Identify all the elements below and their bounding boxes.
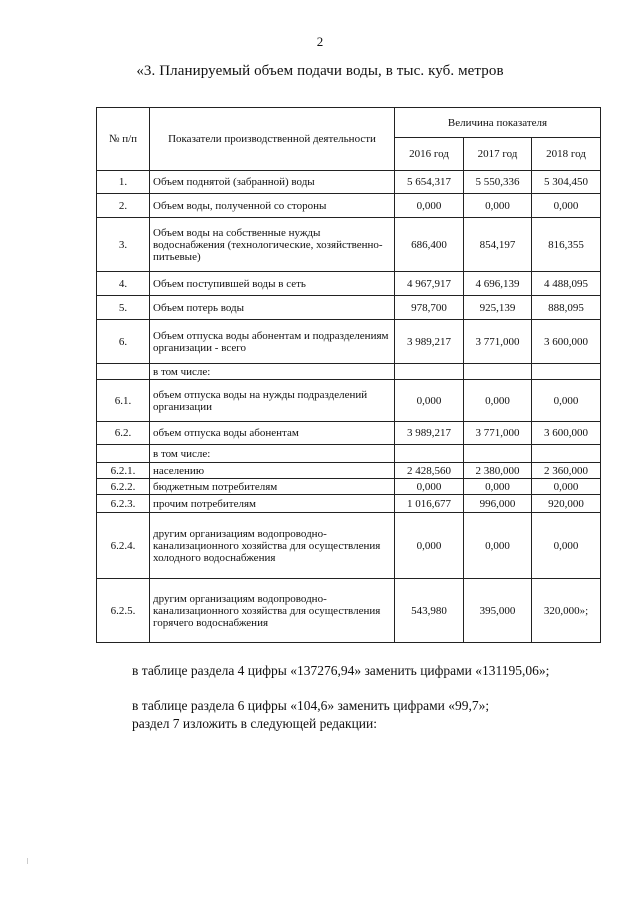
row-num: 6.	[97, 320, 150, 364]
row-value-2016: 543,980	[395, 579, 464, 643]
section-title: «3. Планируемый объем подачи воды, в тыс. куб. метров	[136, 63, 504, 79]
row-value-2017: 0,000	[464, 513, 532, 579]
header-num: № п/п	[97, 108, 150, 171]
row-num: 6.2.	[97, 422, 150, 445]
row-value-2016: 1 016,677	[395, 495, 464, 513]
row-value-2016: 4 967,917	[395, 272, 464, 296]
row-value-2018: 4 488,095	[532, 272, 601, 296]
table-row	[97, 272, 601, 296]
paragraph-table-6: в таблице раздела 6 цифры «104,6» заменить цифрами «99,7»;	[132, 698, 490, 713]
row-value-2016: 5 654,317	[395, 171, 464, 194]
row-value-2016	[395, 364, 464, 380]
row-value-2016	[395, 445, 464, 463]
row-num: 6.2.5.	[97, 579, 150, 643]
row-value-2017: 996,000	[464, 495, 532, 513]
row-value-2016: 3 989,217	[395, 422, 464, 445]
row-name: Объем воды, полученной со стороны	[150, 194, 395, 218]
table-row	[97, 422, 601, 445]
header-value-group: Величина показателя	[395, 108, 601, 138]
table-row	[97, 218, 601, 272]
row-value-2018: 0,000	[532, 380, 601, 422]
row-value-2018: 920,000	[532, 495, 601, 513]
table-row	[97, 171, 601, 194]
row-value-2018: 888,095	[532, 296, 601, 320]
row-value-2017	[464, 445, 532, 463]
row-value-2017: 5 550,336	[464, 171, 532, 194]
row-num: 6.2.2.	[97, 479, 150, 495]
row-value-2016: 978,700	[395, 296, 464, 320]
row-value-2017: 4 696,139	[464, 272, 532, 296]
row-name: населению	[150, 463, 395, 479]
row-num: 6.2.4.	[97, 513, 150, 579]
row-value-2016: 0,000	[395, 380, 464, 422]
row-value-2017: 854,197	[464, 218, 532, 272]
row-num: 6.2.1.	[97, 463, 150, 479]
row-name: Объем потерь воды	[150, 296, 395, 320]
row-value-2016: 3 989,217	[395, 320, 464, 364]
row-value-2018: 816,355	[532, 218, 601, 272]
row-value-2017: 0,000	[464, 194, 532, 218]
page-number: 2	[316, 34, 324, 49]
row-num: 3.	[97, 218, 150, 272]
row-name: Объем поступившей воды в сеть	[150, 272, 395, 296]
table-row	[97, 513, 601, 579]
row-value-2018: 2 360,000	[532, 463, 601, 479]
row-num: 1.	[97, 171, 150, 194]
row-num: 5.	[97, 296, 150, 320]
row-name: другим организациям водопроводно-канализационного хозяйства для осуществления горячего водоснабжения	[150, 579, 395, 643]
row-name: Объем воды на собственные нужды водоснабжения (технологические, хозяйственно-питьевые)	[150, 218, 395, 272]
header-indicator: Показатели производственной деятельности	[150, 108, 395, 171]
row-value-2018: 0,000	[532, 513, 601, 579]
row-value-2016: 0,000	[395, 479, 464, 495]
row-name: прочим потребителям	[150, 495, 395, 513]
header-year-2018: 2018 год	[532, 138, 601, 171]
row-value-2017: 3 771,000	[464, 422, 532, 445]
row-value-2018: 0,000	[532, 479, 601, 495]
row-name: Объем поднятой (забранной) воды	[150, 171, 395, 194]
row-value-2018: 0,000	[532, 194, 601, 218]
row-value-2017: 925,139	[464, 296, 532, 320]
row-value-2016: 686,400	[395, 218, 464, 272]
row-value-2017: 3 771,000	[464, 320, 532, 364]
row-name: Объем отпуска воды абонентам и подразделениям организации - всего	[150, 320, 395, 364]
row-value-2017: 0,000	[464, 380, 532, 422]
row-num: 4.	[97, 272, 150, 296]
row-num: 2.	[97, 194, 150, 218]
table-row	[97, 194, 601, 218]
row-value-2017: 395,000	[464, 579, 532, 643]
row-num	[97, 364, 150, 380]
row-value-2016: 0,000	[395, 513, 464, 579]
row-name: в том числе:	[150, 364, 395, 380]
table-row	[97, 479, 601, 495]
table-row	[97, 296, 601, 320]
table-header-row	[97, 108, 601, 138]
table-row	[97, 364, 601, 380]
header-year-2016: 2016 год	[395, 138, 464, 171]
table-row	[97, 463, 601, 479]
table-row	[97, 495, 601, 513]
row-name: объем отпуска воды абонентам	[150, 422, 395, 445]
row-value-2017: 2 380,000	[464, 463, 532, 479]
paragraph-table-4: в таблице раздела 4 цифры «137276,94» заменить цифрами «131195,06»;	[132, 663, 550, 678]
row-value-2018: 320,000»;	[532, 579, 601, 643]
row-value-2018: 3 600,000	[532, 320, 601, 364]
row-name: бюджетным потребителям	[150, 479, 395, 495]
row-num	[97, 445, 150, 463]
row-value-2016: 2 428,560	[395, 463, 464, 479]
header-year-2017: 2017 год	[464, 138, 532, 171]
row-value-2018: 3 600,000	[532, 422, 601, 445]
table-row	[97, 380, 601, 422]
row-num: 6.2.3.	[97, 495, 150, 513]
row-name: в том числе:	[150, 445, 395, 463]
scan-mark	[27, 858, 28, 864]
row-num: 6.1.	[97, 380, 150, 422]
paragraph-section-7: раздел 7 изложить в следующей редакции:	[132, 716, 378, 731]
row-value-2017	[464, 364, 532, 380]
table-row	[97, 579, 601, 643]
table-row	[97, 320, 601, 364]
row-name: другим организациям водопроводно-канализационного хозяйства для осуществления холодного водоснабжения	[150, 513, 395, 579]
row-name: объем отпуска воды на нужды подразделений организации	[150, 380, 395, 422]
row-value-2018: 5 304,450	[532, 171, 601, 194]
row-value-2016: 0,000	[395, 194, 464, 218]
table-row	[97, 445, 601, 463]
water-supply-table	[96, 107, 601, 643]
row-value-2017: 0,000	[464, 479, 532, 495]
row-value-2018	[532, 364, 601, 380]
row-value-2018	[532, 445, 601, 463]
